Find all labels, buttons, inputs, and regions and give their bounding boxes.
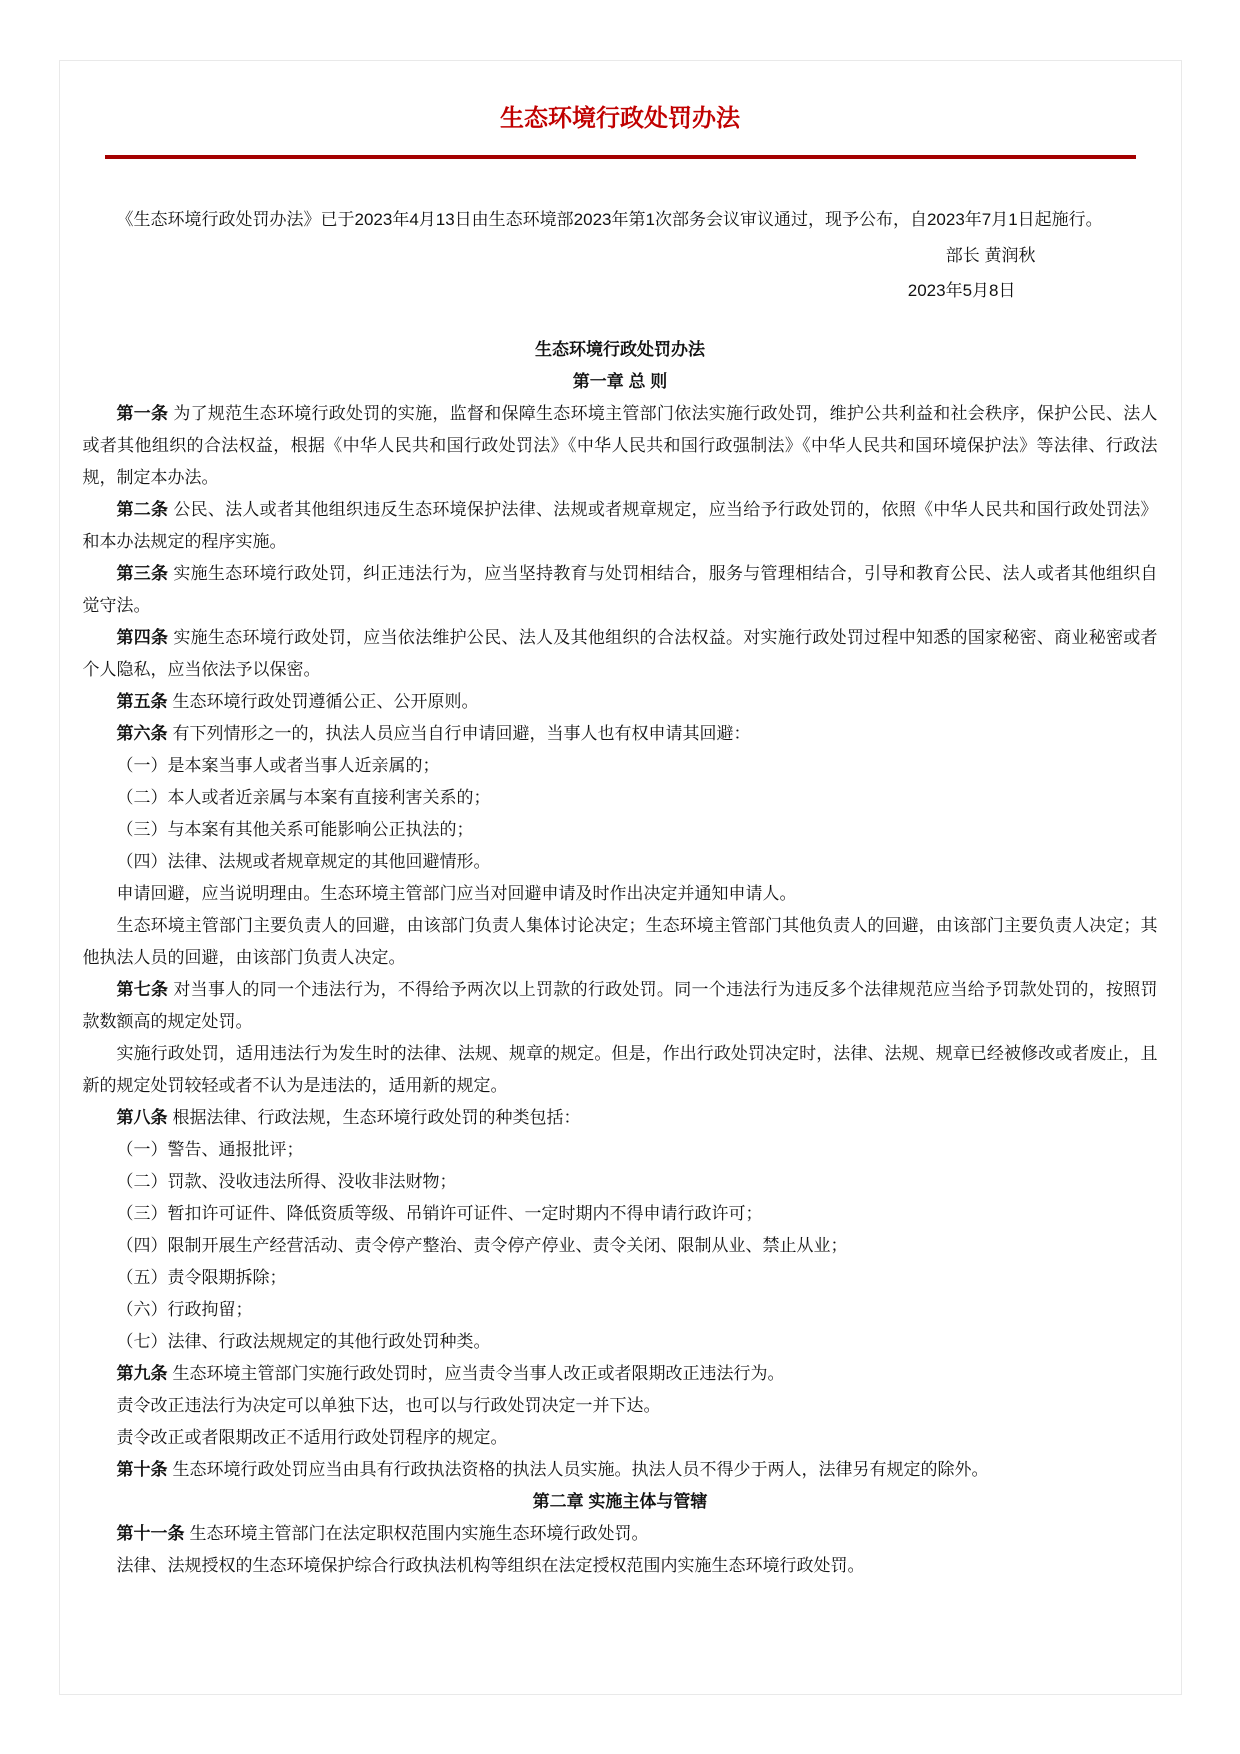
- article-number: 第九条: [116, 1364, 168, 1383]
- article-number: 第二条: [116, 500, 169, 519]
- list-item: （七）法律、行政法规规定的其他行政处罚种类。: [116, 1332, 491, 1351]
- paragraph: 责令改正或者限期改正不适用行政处罚程序的规定。: [116, 1428, 508, 1447]
- article-number: 第十条: [116, 1460, 168, 1479]
- article-number: 第十一条: [116, 1524, 185, 1543]
- article-number: 第四条: [116, 628, 169, 647]
- list-item: （一）是本案当事人或者当事人近亲属的；: [116, 756, 440, 775]
- paragraph: 生态环境主管部门主要负责人的回避，由该部门负责人集体讨论决定；生态环境主管部门其他负责人的回避，由该部门主要负责人决定；其他执法人员的回避，由该部门负责人决定。: [82, 916, 1158, 967]
- article-paragraph: 第五条 生态环境行政处罚遵循公正、公开原则。: [116, 692, 479, 711]
- page-title: 生态环境行政处罚办法: [500, 105, 740, 132]
- list-item: （二）本人或者近亲属与本案有直接利害关系的；: [116, 788, 491, 807]
- list-item: （四）限制开展生产经营活动、责令停产整治、责令停产停业、责令关闭、限制从业、禁止从业；: [116, 1236, 848, 1255]
- article-paragraph: 第四条 实施生态环境行政处罚，应当依法维护公民、法人及其他组织的合法权益。对实施行政处罚过程中知悉的国家秘密、商业秘密或者个人隐私，应当依法予以保密。: [82, 628, 1158, 679]
- document-title: 生态环境行政处罚办法: [535, 340, 705, 359]
- paragraph: 责令改正违法行为决定可以单独下达，也可以与行政处罚决定一并下达。: [116, 1396, 661, 1415]
- publication-date: 2023年5月8日: [907, 281, 1016, 300]
- article-paragraph: 第十条 生态环境行政处罚应当由具有行政执法资格的执法人员实施。执法人员不得少于两人，法律另有规定的除外。: [116, 1460, 989, 1479]
- document-body: [83, 334, 1158, 1582]
- list-item: （三）与本案有其他关系可能影响公正执法的；: [116, 820, 474, 839]
- list-item: （三）暂扣许可证件、降低资质等级、吊销许可证件、一定时期内不得申请行政许可；: [116, 1204, 763, 1223]
- list-item: （四）法律、法规或者规章规定的其他回避情形。: [116, 852, 491, 871]
- list-item: （一）警告、通报批评；: [116, 1140, 304, 1159]
- article-number: 第八条: [116, 1108, 168, 1127]
- publication-notice: 《生态环境行政处罚办法》已于2023年4月13日由生态环境部2023年第1次部务会议审议通过，现予公布，自2023年7月1日起施行。: [116, 210, 1103, 229]
- article-number: 第一条: [116, 404, 169, 423]
- list-item: （六）行政拘留；: [116, 1300, 253, 1319]
- article-paragraph: 第七条 对当事人的同一个违法行为，不得给予两次以上罚款的行政处罚。同一个违法行为违反多个法律规范应当给予罚款处罚的，按照罚款数额高的规定处罚。: [82, 980, 1158, 1031]
- signature: 部长 黄润秋: [945, 246, 1036, 265]
- article-number: 第七条: [116, 980, 169, 999]
- preamble: [83, 201, 1158, 308]
- paragraph: 申请回避，应当说明理由。生态环境主管部门应当对回避申请及时作出决定并通知申请人。: [116, 884, 797, 903]
- article-number: 第五条: [116, 692, 168, 711]
- article-paragraph: 第十一条 生态环境主管部门在法定职权范围内实施生态环境行政处罚。: [116, 1524, 649, 1543]
- article-number: 第六条: [116, 724, 168, 743]
- article-paragraph: 第九条 生态环境主管部门实施行政处罚时，应当责令当事人改正或者限期改正违法行为。: [116, 1364, 785, 1383]
- article-paragraph: 第八条 根据法律、行政法规，生态环境行政处罚的种类包括：: [116, 1108, 581, 1127]
- article-number: 第三条: [116, 564, 169, 583]
- title-divider: [105, 155, 1136, 159]
- paragraph: 法律、法规授权的生态环境保护综合行政执法机构等组织在法定授权范围内实施生态环境行政处罚。: [116, 1556, 865, 1575]
- document-page: [59, 60, 1182, 1695]
- chapter-heading: 第二章 实施主体与管辖: [532, 1492, 708, 1511]
- chapter-heading: 第一章 总 则: [572, 372, 668, 391]
- article-paragraph: 第六条 有下列情形之一的，执法人员应当自行申请回避，当事人也有权申请其回避：: [116, 724, 751, 743]
- article-paragraph: 第二条 公民、法人或者其他组织违反生态环境保护法律、法规或者规章规定，应当给予行政处罚的，依照《中华人民共和国行政处罚法》和本办法规定的程序实施。: [82, 500, 1158, 551]
- article-paragraph: 第一条 为了规范生态环境行政处罚的实施，监督和保障生态环境主管部门依法实施行政处罚，维护公共利益和社会秩序，保护公民、法人或者其他组织的合法权益，根据《中华人民共和国行政处罚法》《中华人民共和国行政强制法》《中华人民共和国环境保护法》等法律、行政法规，制定本办法。: [82, 404, 1158, 487]
- paragraph: 实施行政处罚，适用违法行为发生时的法律、法规、规章的规定。但是，作出行政处罚决定时，法律、法规、规章已经被修改或者废止，且新的规定处罚较轻或者不认为是违法的，适用新的规定。: [82, 1044, 1158, 1095]
- list-item: （五）责令限期拆除；: [116, 1268, 287, 1287]
- article-paragraph: 第三条 实施生态环境行政处罚，纠正违法行为，应当坚持教育与处罚相结合，服务与管理相结合，引导和教育公民、法人或者其他组织自觉守法。: [82, 564, 1158, 615]
- list-item: （二）罚款、没收违法所得、没收非法财物；: [116, 1172, 457, 1191]
